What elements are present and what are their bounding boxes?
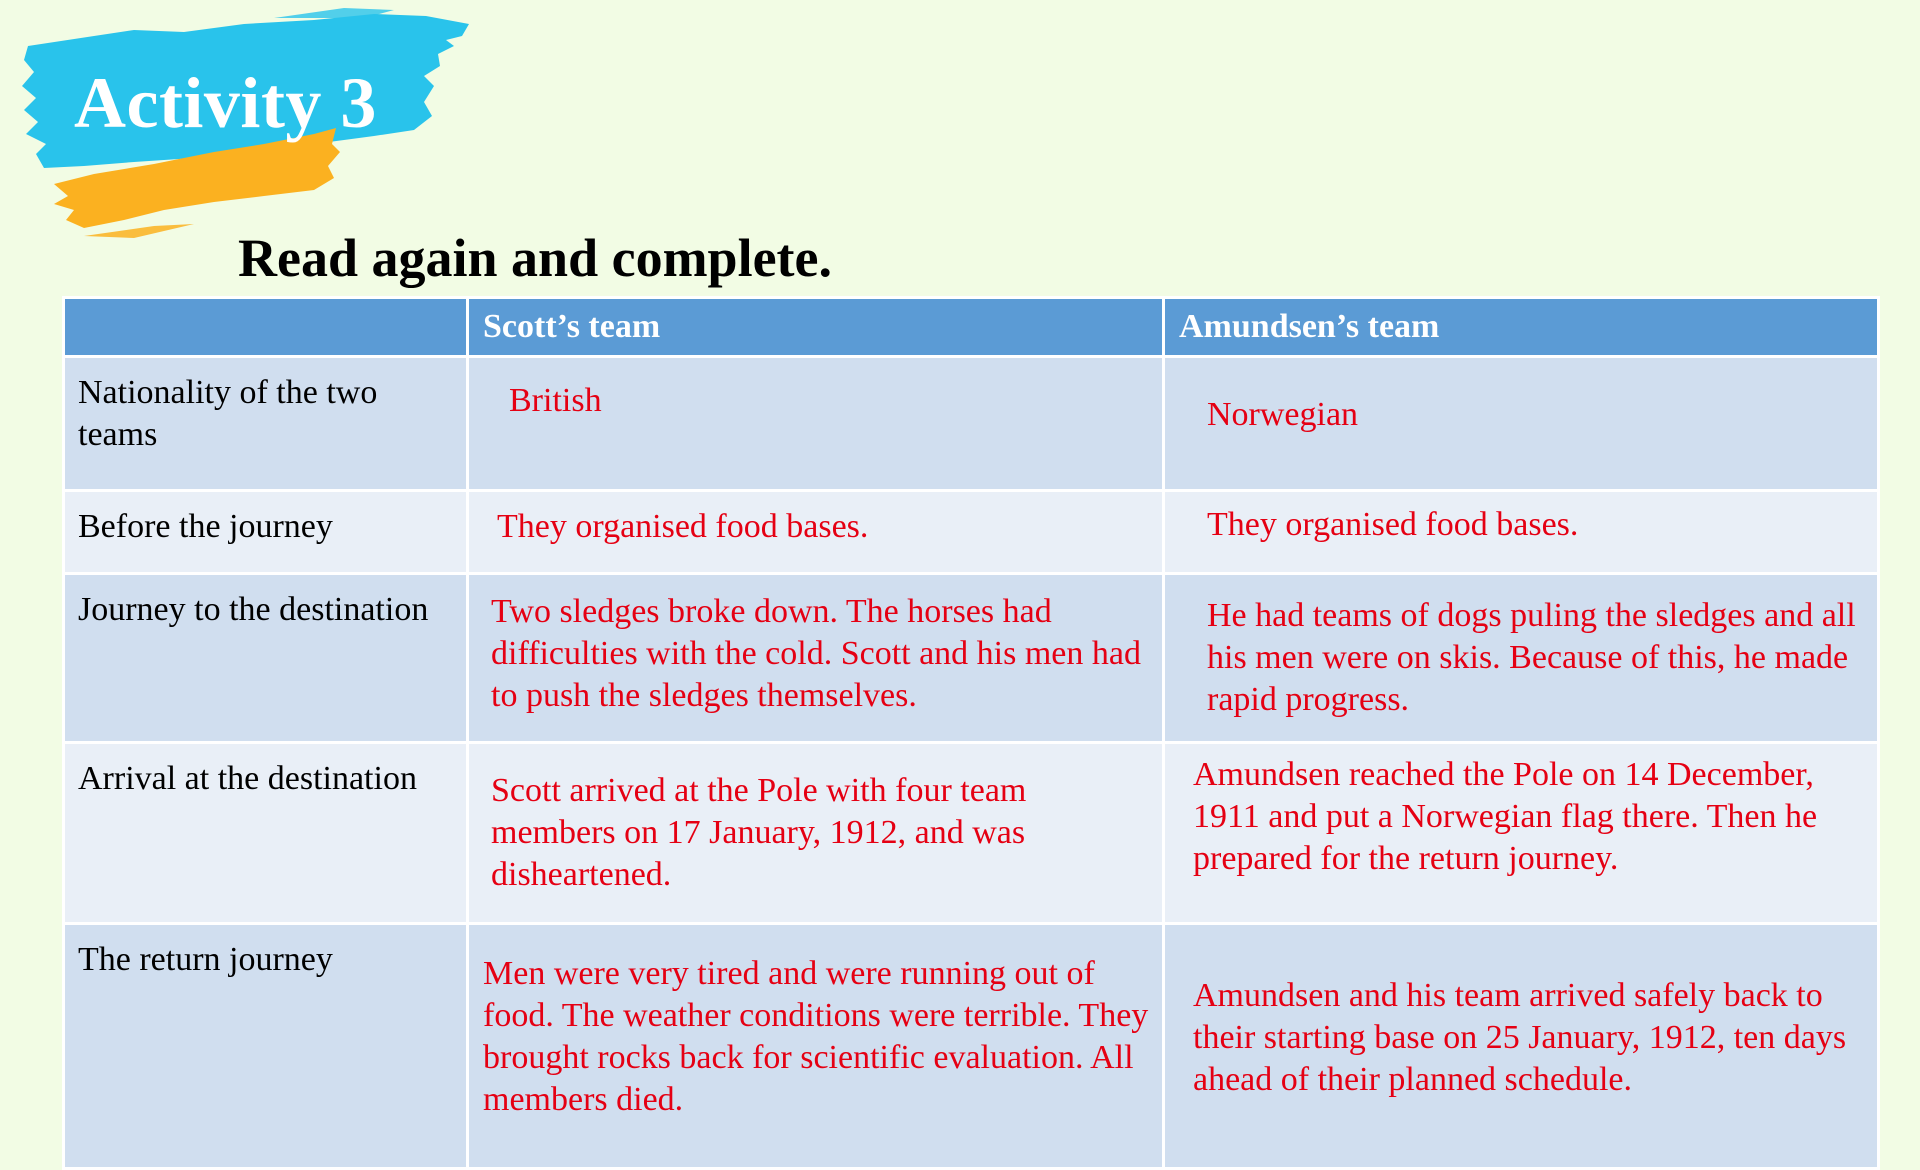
header-scott-team: Scott’s team <box>468 298 1164 357</box>
instruction-heading: Read again and complete. <box>238 228 832 288</box>
orange-brush-streak <box>84 224 194 238</box>
row-label-arrival: Arrival at the destination <box>64 743 468 924</box>
table-row-before-journey <box>64 491 1879 574</box>
header-amundsen-team: Amundsen’s team <box>1164 298 1879 357</box>
row-label-nationality: Nationality of the two teams <box>64 357 468 491</box>
amundsen-before-journey-cell: They organised food bases. <box>1164 491 1879 574</box>
table-row-arrival <box>64 743 1879 924</box>
scott-nationality-cell: British <box>468 357 1164 491</box>
row-label-return-journey: The return journey <box>64 924 468 1169</box>
scott-return-cell: Men were very tired and were running out of food. The weather conditions were terrible. They brought rocks back for scientific evaluation. All members died. <box>468 924 1164 1169</box>
row-label-before-journey: Before the journey <box>64 491 468 574</box>
activity-title: Activity 3 <box>74 63 377 143</box>
amundsen-nationality-cell: Norwegian <box>1164 357 1879 491</box>
scott-journey-cell: Two sledges broke down. The horses had difficulties with the cold. Scott and his men had to push the sledges themselves. <box>468 574 1164 743</box>
table-row-journey-destination <box>64 574 1879 743</box>
comparison-table <box>62 296 1880 1170</box>
row-label-journey-destination: Journey to the destination <box>64 574 468 743</box>
table-row-return-journey <box>64 924 1879 1169</box>
header-empty-cell <box>64 298 468 357</box>
amundsen-return-cell: Amundsen and his team arrived safely back to their starting base on 25 January, 1912, ten days ahead of their planned schedule. <box>1164 924 1879 1169</box>
scott-arrival-cell: Scott arrived at the Pole with four team members on 17 January, 1912, and was disheartened. <box>468 743 1164 924</box>
table-header-row <box>64 298 1879 357</box>
amundsen-arrival-cell: Amundsen reached the Pole on 14 December, 1911 and put a Norwegian flag there. Then he prepared for the return journey. <box>1164 743 1879 924</box>
table-row-nationality <box>64 357 1879 491</box>
scott-before-journey-cell: They organised food bases. <box>468 491 1164 574</box>
amundsen-journey-cell: He had teams of dogs puling the sledges and all his men were on skis. Because of this, he made rapid progress. <box>1164 574 1879 743</box>
